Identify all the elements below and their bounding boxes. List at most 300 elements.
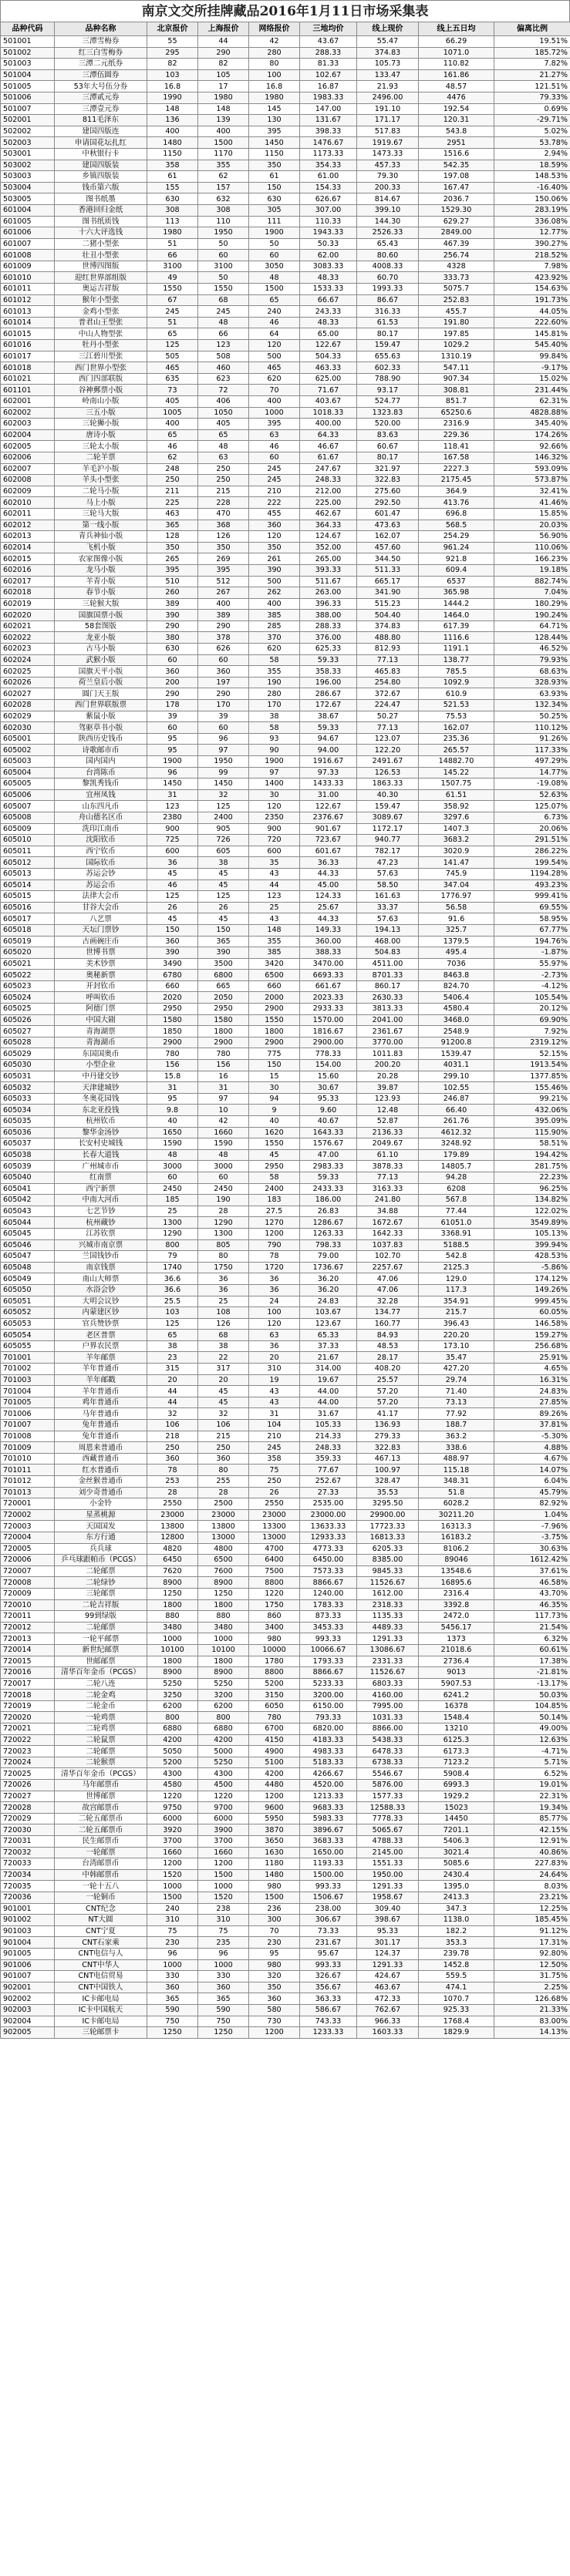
average-price-cell: 1643.33 (300, 1127, 357, 1138)
average-price-cell: 2933.33 (300, 1004, 357, 1015)
item-name-cell: 兔年普通币 (55, 1420, 147, 1431)
average-price-cell: 398.33 (300, 126, 357, 137)
shanghai-price-cell: 1800 (198, 1599, 249, 1611)
online-current-price-cell: 77.13 (357, 654, 419, 666)
online-five-day-avg-cell: 1444.2 (419, 598, 494, 610)
table-row (1, 1925, 570, 1937)
item-name-cell: 岭南山小版 (55, 396, 147, 408)
item-name-cell: 红三白雪梅券 (55, 47, 147, 59)
beijing-price-cell: 1990 (147, 92, 198, 103)
item-name-cell: 二轮鸡票 (55, 1723, 147, 1735)
deviation-ratio-cell: 24.64% (494, 1869, 570, 1881)
online-five-day-avg-cell: 229.36 (419, 429, 494, 441)
beijing-price-cell: 635 (147, 373, 198, 385)
beijing-price-cell: 28 (147, 1487, 198, 1498)
online-five-day-avg-cell: 338.6 (419, 1442, 494, 1454)
online-current-price-cell: 124.37 (357, 1948, 419, 1959)
online-price-cell: 210 (249, 1431, 300, 1442)
online-current-price-cell: 32.28 (357, 1296, 419, 1307)
online-current-price-cell: 105.73 (357, 59, 419, 70)
average-price-cell: 798.33 (300, 1239, 357, 1251)
beijing-price-cell: 46 (147, 879, 198, 891)
deviation-ratio-cell: 125.07% (494, 801, 570, 812)
online-price-cell: 790 (249, 1239, 300, 1251)
online-price-cell: 3400 (249, 1622, 300, 1633)
average-price-cell: 6150.00 (300, 1700, 357, 1712)
online-five-day-avg-cell: 16183.2 (419, 1532, 494, 1543)
average-price-cell: 43.67 (300, 36, 357, 48)
item-name-cell: 青海湖票 (55, 1026, 147, 1037)
item-code-cell: 601010 (1, 272, 55, 284)
online-five-day-avg-cell: 2413.3 (419, 1892, 494, 1903)
online-price-cell: 6050 (249, 1700, 300, 1712)
online-price-cell: 305 (249, 204, 300, 216)
shanghai-price-cell: 365 (198, 936, 249, 947)
item-name-cell: 第一线小版 (55, 520, 147, 531)
online-five-day-avg-cell: 239.78 (419, 1948, 494, 1959)
online-current-price-cell: 6738.33 (357, 1757, 419, 1768)
item-code-cell: 605048 (1, 1262, 55, 1273)
online-price-cell: 1200 (249, 1228, 300, 1239)
shanghai-price-cell: 60 (198, 1172, 249, 1183)
online-price-cell: 36 (249, 1284, 300, 1296)
item-name-cell: 兔年普通币 (55, 1431, 147, 1442)
beijing-price-cell: 290 (147, 620, 198, 632)
deviation-ratio-cell: 15.85% (494, 508, 570, 520)
column-header: 北京报价 (147, 22, 198, 36)
average-price-cell: 212.00 (300, 486, 357, 497)
deviation-ratio-cell: 117.73% (494, 1611, 570, 1623)
online-price-cell: 980 (249, 1633, 300, 1645)
online-price-cell: 1180 (249, 1858, 300, 1870)
beijing-price-cell: 365 (147, 520, 198, 531)
online-price-cell: 390 (249, 564, 300, 576)
table-row (1, 1420, 570, 1431)
online-price-cell: 36 (249, 1273, 300, 1285)
deviation-ratio-cell: 1913.54% (494, 1060, 570, 1071)
item-code-cell: 602013 (1, 531, 55, 543)
online-price-cell: 43 (249, 868, 300, 879)
item-name-cell: 黎凯秀钱币 (55, 779, 147, 790)
online-current-price-cell: 2049.67 (357, 1138, 419, 1150)
online-current-price-cell: 2496.00 (357, 92, 419, 103)
deviation-ratio-cell: -9.17% (494, 362, 570, 374)
online-current-price-cell: 472.33 (357, 1993, 419, 2005)
shanghai-price-cell: 508 (198, 351, 249, 362)
average-price-cell: 40.67 (300, 1116, 357, 1128)
item-name-cell: 羊年邮戳 (55, 1374, 147, 1386)
online-five-day-avg-cell: 364.9 (419, 486, 494, 497)
beijing-price-cell: 8900 (147, 1667, 198, 1679)
online-price-cell: 30 (249, 1082, 300, 1094)
online-five-day-avg-cell: 1407.3 (419, 823, 494, 835)
online-current-price-cell: 3813.33 (357, 1004, 419, 1015)
average-price-cell: 3200.00 (300, 1690, 357, 1701)
online-price-cell: 240 (249, 306, 300, 318)
online-current-price-cell: 762.67 (357, 2004, 419, 2016)
online-five-day-avg-cell: 197.85 (419, 328, 494, 340)
online-price-cell: 20 (249, 1352, 300, 1364)
shanghai-price-cell: 170 (198, 700, 249, 711)
deviation-ratio-cell: 154.63% (494, 284, 570, 295)
shanghai-price-cell: 157 (198, 182, 249, 193)
deviation-ratio-cell: 58.51% (494, 1138, 570, 1150)
online-price-cell: 1780 (249, 1656, 300, 1667)
item-name-cell: 青海湖币 (55, 1037, 147, 1048)
shanghai-price-cell: 800 (198, 1712, 249, 1723)
shanghai-price-cell: 197 (198, 677, 249, 688)
table-row (1, 632, 570, 644)
average-price-cell: 356.67 (300, 1982, 357, 1993)
table-row (1, 1813, 570, 1824)
deviation-ratio-cell: 423.92% (494, 272, 570, 284)
deviation-ratio-cell: 6.04% (494, 1476, 570, 1488)
item-name-cell: 马上小版 (55, 497, 147, 509)
average-price-cell: 1018.33 (300, 407, 357, 419)
item-code-cell: 901005 (1, 1948, 55, 1959)
average-price-cell: 243.33 (300, 306, 357, 318)
online-five-day-avg-cell: 102.55 (419, 1082, 494, 1094)
online-current-price-cell: 6205.33 (357, 1543, 419, 1555)
average-price-cell: 314.00 (300, 1364, 357, 1375)
beijing-price-cell: 2020 (147, 992, 198, 1004)
online-five-day-avg-cell: 365.98 (419, 587, 494, 599)
shanghai-price-cell: 7600 (198, 1565, 249, 1577)
shanghai-price-cell: 1220 (198, 1791, 249, 1802)
online-price-cell: 60 (249, 452, 300, 463)
deviation-ratio-cell: 41.46% (494, 497, 570, 509)
table-row (1, 666, 570, 678)
beijing-price-cell: 3490 (147, 958, 198, 970)
beijing-price-cell: 630 (147, 193, 198, 205)
item-name-cell: 天坛门票钞 (55, 924, 147, 936)
online-five-day-avg-cell: 61051.0 (419, 1217, 494, 1229)
beijing-price-cell: 2380 (147, 812, 198, 823)
item-name-cell: 阿德门票 (55, 1004, 147, 1015)
column-header: 三地均价 (300, 22, 357, 36)
table-row (1, 272, 570, 284)
average-price-cell: 77.67 (300, 1465, 357, 1476)
beijing-price-cell: 245 (147, 306, 198, 318)
online-current-price-cell: 93.17 (357, 385, 419, 396)
market-table (0, 22, 570, 2039)
online-price-cell: 3150 (249, 1690, 300, 1701)
table-row (1, 475, 570, 486)
item-code-cell: 602008 (1, 475, 55, 486)
shanghai-price-cell: 470 (198, 508, 249, 520)
online-price-cell: 210 (249, 486, 300, 497)
average-price-cell: 400.00 (300, 419, 357, 430)
table-row (1, 1656, 570, 1667)
beijing-price-cell: 1000 (147, 1881, 198, 1892)
online-current-price-cell: 515.23 (357, 598, 419, 610)
average-price-cell: 4773.33 (300, 1543, 357, 1555)
beijing-price-cell: 360 (147, 1982, 198, 1993)
online-price-cell: 8800 (249, 1667, 300, 1679)
average-price-cell: 71.67 (300, 385, 357, 396)
deviation-ratio-cell: 155.46% (494, 1082, 570, 1094)
table-row (1, 1599, 570, 1611)
online-price-cell: 280 (249, 47, 300, 59)
online-current-price-cell: 1863.33 (357, 779, 419, 790)
online-price-cell: 3870 (249, 1824, 300, 1836)
online-price-cell: 261 (249, 553, 300, 565)
deviation-ratio-cell: 573.87% (494, 475, 570, 486)
item-name-cell: 内蒙建区钞 (55, 1307, 147, 1319)
shanghai-price-cell: 1000 (198, 1959, 249, 1971)
online-current-price-cell: 2318.33 (357, 1599, 419, 1611)
shanghai-price-cell: 42 (198, 1116, 249, 1128)
beijing-price-cell: 2950 (147, 1004, 198, 1015)
table-row (1, 1116, 570, 1128)
online-current-price-cell: 328.47 (357, 1476, 419, 1488)
deviation-ratio-cell: -19.08% (494, 779, 570, 790)
deviation-ratio-cell: 37.61% (494, 1565, 570, 1577)
online-five-day-avg-cell: 1929.2 (419, 1791, 494, 1802)
online-current-price-cell: 25.57 (357, 1374, 419, 1386)
deviation-ratio-cell: 50.14% (494, 1712, 570, 1723)
deviation-ratio-cell: 110.12% (494, 722, 570, 734)
online-current-price-cell: 655.63 (357, 351, 419, 362)
online-price-cell: 15 (249, 1071, 300, 1082)
deviation-ratio-cell: 117.33% (494, 745, 570, 756)
online-current-price-cell: 1291.33 (357, 1633, 419, 1645)
item-code-cell: 605007 (1, 801, 55, 812)
deviation-ratio-cell: 1.04% (494, 1509, 570, 1521)
shanghai-price-cell: 38 (198, 1340, 249, 1352)
item-code-cell: 902005 (1, 2027, 55, 2039)
beijing-price-cell: 96 (147, 1948, 198, 1959)
online-five-day-avg-cell: 167.58 (419, 452, 494, 463)
table-row (1, 103, 570, 115)
average-price-cell: 1576.67 (300, 1138, 357, 1150)
item-code-cell: 605013 (1, 868, 55, 879)
online-current-price-cell: 17723.33 (357, 1521, 419, 1532)
online-five-day-avg-cell: 1507.75 (419, 779, 494, 790)
item-code-cell: 720004 (1, 1532, 55, 1543)
online-current-price-cell: 29900.00 (357, 1509, 419, 1521)
item-name-cell: 三轮猴大版 (55, 598, 147, 610)
beijing-price-cell: 150 (147, 924, 198, 936)
online-current-price-cell: 1672.67 (357, 1217, 419, 1229)
item-name-cell: 红南票 (55, 1172, 147, 1183)
item-name-cell: 兰国钱钞币 (55, 1251, 147, 1263)
online-price-cell: 370 (249, 632, 300, 644)
table-row (1, 733, 570, 745)
item-code-cell: 901004 (1, 1937, 55, 1949)
online-price-cell: 730 (249, 2016, 300, 2027)
online-price-cell: 150 (249, 1060, 300, 1071)
online-price-cell: 8800 (249, 1577, 300, 1589)
shanghai-price-cell: 238 (198, 1903, 249, 1915)
online-five-day-avg-cell: 1373 (419, 1633, 494, 1645)
deviation-ratio-cell: 593.09% (494, 463, 570, 475)
table-row (1, 1487, 570, 1498)
item-name-cell: 世博书票 (55, 947, 147, 959)
deviation-ratio-cell: 104.85% (494, 1700, 570, 1712)
average-price-cell: 793.33 (300, 1712, 357, 1723)
table-row (1, 1982, 570, 1993)
online-price-cell: 46 (249, 317, 300, 328)
average-price-cell: 1816.67 (300, 1026, 357, 1037)
average-price-cell: 1433.33 (300, 779, 357, 790)
beijing-price-cell: 1300 (147, 1217, 198, 1229)
online-five-day-avg-cell: 192.54 (419, 103, 494, 115)
beijing-price-cell: 330 (147, 1971, 198, 1982)
deviation-ratio-cell: 43.70% (494, 1588, 570, 1599)
beijing-price-cell: 6880 (147, 1723, 198, 1735)
beijing-price-cell: 45 (147, 868, 198, 879)
online-five-day-avg-cell: 2430.4 (419, 1869, 494, 1881)
online-five-day-avg-cell: 2175.45 (419, 475, 494, 486)
online-five-day-avg-cell: 358.92 (419, 801, 494, 812)
online-current-price-cell: 57.20 (357, 1386, 419, 1397)
online-price-cell: 43 (249, 1386, 300, 1397)
shanghai-price-cell: 1200 (198, 1858, 249, 1870)
online-current-price-cell: 12588.33 (357, 1802, 419, 1814)
online-price-cell: 620 (249, 373, 300, 385)
column-header: 线上五日均 (419, 22, 494, 36)
online-five-day-avg-cell: 567.8 (419, 1195, 494, 1206)
item-name-cell: 二轮金鸡 (55, 1690, 147, 1701)
shanghai-price-cell: 2900 (198, 1037, 249, 1048)
online-price-cell: 27.5 (249, 1206, 300, 1217)
item-code-cell: 501007 (1, 103, 55, 115)
shanghai-price-cell: 235 (198, 1937, 249, 1949)
item-code-cell: 605049 (1, 1273, 55, 1285)
online-price-cell: 6700 (249, 1723, 300, 1735)
online-five-day-avg-cell: 1116.6 (419, 632, 494, 644)
deviation-ratio-cell: 105.54% (494, 992, 570, 1004)
shanghai-price-cell: 45 (198, 1397, 249, 1408)
item-name-cell: 牡丹小型张 (55, 340, 147, 351)
online-five-day-avg-cell: 220.20 (419, 1330, 494, 1341)
online-price-cell: 236 (249, 1903, 300, 1915)
beijing-price-cell: 136 (147, 115, 198, 126)
item-code-cell: 701012 (1, 1476, 55, 1488)
online-price-cell: 1900 (249, 756, 300, 768)
item-code-cell: 701011 (1, 1465, 55, 1476)
online-current-price-cell: 524.77 (357, 396, 419, 408)
item-name-cell: 开封钦币 (55, 980, 147, 992)
item-name-cell: 金丝猴普通币 (55, 1476, 147, 1488)
online-price-cell: 26 (249, 1487, 300, 1498)
online-five-day-avg-cell: 333.73 (419, 272, 494, 284)
deviation-ratio-cell: 2.25% (494, 1982, 570, 1993)
online-price-cell: 400 (249, 598, 300, 610)
average-price-cell: 131.67 (300, 115, 357, 126)
item-name-cell: 宜州凤钱 (55, 789, 147, 801)
table-row (1, 441, 570, 452)
deviation-ratio-cell: 190.24% (494, 610, 570, 621)
online-price-cell: 58 (249, 1172, 300, 1183)
table-row (1, 193, 570, 205)
deviation-ratio-cell: 79.33% (494, 92, 570, 103)
online-price-cell: 1550 (249, 1138, 300, 1150)
average-price-cell: 122.67 (300, 340, 357, 351)
online-price-cell: 385 (249, 610, 300, 621)
shanghai-price-cell: 626 (198, 644, 249, 655)
online-price-cell: 2550 (249, 1498, 300, 1510)
deviation-ratio-cell: 20.12% (494, 1004, 570, 1015)
average-price-cell: 31.67 (300, 1408, 357, 1420)
beijing-price-cell: 360 (147, 936, 198, 947)
item-name-cell: CNT石家乘 (55, 1937, 147, 1949)
beijing-price-cell: 103 (147, 69, 198, 81)
beijing-price-cell: 315 (147, 1364, 198, 1375)
average-price-cell: 37.33 (300, 1340, 357, 1352)
deviation-ratio-cell: 62.31% (494, 396, 570, 408)
online-five-day-avg-cell: 5907.53 (419, 1678, 494, 1690)
beijing-price-cell: 2450 (147, 1183, 198, 1195)
average-price-cell: 6820.00 (300, 1723, 357, 1735)
online-price-cell: 38 (249, 711, 300, 722)
online-price-cell: 1500 (249, 284, 300, 295)
online-current-price-cell: 812.93 (357, 644, 419, 655)
deviation-ratio-cell: 53.78% (494, 137, 570, 149)
shanghai-price-cell: 75 (198, 1925, 249, 1937)
average-price-cell: 12933.33 (300, 1532, 357, 1543)
online-five-day-avg-cell: 299.10 (419, 1071, 494, 1082)
shanghai-price-cell: 360 (198, 1453, 249, 1465)
online-current-price-cell: 80.17 (357, 452, 419, 463)
online-current-price-cell: 463.67 (357, 1982, 419, 1993)
online-current-price-cell: 374.83 (357, 620, 419, 632)
beijing-price-cell: 32 (147, 1408, 198, 1420)
online-current-price-cell: 665.17 (357, 576, 419, 587)
item-code-cell: 701006 (1, 1408, 55, 1420)
average-price-cell: 661.67 (300, 980, 357, 992)
shanghai-price-cell: 96 (198, 1948, 249, 1959)
online-price-cell: 5100 (249, 1757, 300, 1768)
deviation-ratio-cell: 199.54% (494, 857, 570, 869)
item-code-cell: 720010 (1, 1599, 55, 1611)
item-code-cell: 605003 (1, 756, 55, 768)
item-code-cell: 720018 (1, 1690, 55, 1701)
shanghai-price-cell: 805 (198, 1239, 249, 1251)
deviation-ratio-cell: 999.45% (494, 1296, 570, 1307)
table-row (1, 531, 570, 543)
column-header: 品种名称 (55, 22, 147, 36)
item-name-cell: 一轮十五八 (55, 1881, 147, 1892)
deviation-ratio-cell: 291.51% (494, 835, 570, 846)
online-price-cell: 395 (249, 126, 300, 137)
deviation-ratio-cell: -3.75% (494, 1532, 570, 1543)
item-code-cell: 605052 (1, 1307, 55, 1319)
online-price-cell: 4700 (249, 1543, 300, 1555)
online-five-day-avg-cell: 2736.4 (419, 1656, 494, 1667)
average-price-cell: 123.67 (300, 1318, 357, 1330)
beijing-price-cell: 6780 (147, 970, 198, 981)
deviation-ratio-cell: 12.25% (494, 1903, 570, 1915)
shanghai-price-cell: 255 (198, 1476, 249, 1488)
table-row (1, 688, 570, 700)
beijing-price-cell: 8900 (147, 1577, 198, 1589)
online-price-cell: 360 (249, 520, 300, 531)
table-row (1, 2016, 570, 2027)
online-price-cell: 1200 (249, 1791, 300, 1802)
item-code-cell: 720014 (1, 1644, 55, 1656)
item-name-cell: CNT电信贸易 (55, 1971, 147, 1982)
shanghai-price-cell: 290 (198, 620, 249, 632)
average-price-cell: 252.67 (300, 1476, 357, 1488)
table-row (1, 463, 570, 475)
table-row (1, 1498, 570, 1510)
deviation-ratio-cell: -29.71% (494, 115, 570, 126)
deviation-ratio-cell: 7.92% (494, 1026, 570, 1037)
table-row (1, 182, 570, 193)
deviation-ratio-cell: 191.73% (494, 294, 570, 306)
